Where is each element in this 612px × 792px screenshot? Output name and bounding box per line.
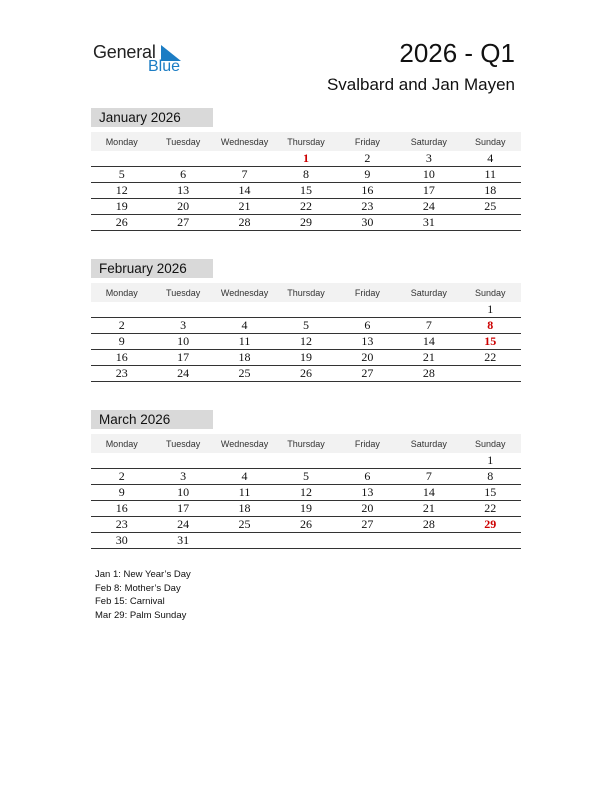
- week-row: [91, 334, 521, 350]
- empty-day-cell: [91, 151, 152, 167]
- week-row: [91, 533, 521, 549]
- day-cell: 18: [214, 501, 275, 517]
- week-row: [91, 485, 521, 501]
- holiday-notes: [95, 568, 191, 622]
- holiday-note: Jan 1: New Year’s Day: [95, 569, 191, 580]
- day-cell: 16: [91, 501, 152, 517]
- day-cell: 22: [460, 501, 521, 517]
- empty-day-cell: [275, 453, 336, 469]
- week-row: [91, 318, 521, 334]
- day-cell: 7: [398, 469, 459, 485]
- empty-day-cell: [398, 302, 459, 318]
- day-cell: 18: [214, 350, 275, 366]
- empty-day-cell: [152, 453, 213, 469]
- day-cell: 8: [460, 469, 521, 485]
- week-row: [91, 167, 521, 183]
- day-cell: 21: [398, 350, 459, 366]
- weekday-header: Saturday: [398, 132, 459, 151]
- day-cell: 14: [398, 485, 459, 501]
- day-cell: 1: [460, 453, 521, 469]
- day-cell: 26: [91, 215, 152, 231]
- empty-day-cell: [337, 533, 398, 549]
- day-cell: 3: [152, 318, 213, 334]
- day-cell: 11: [214, 485, 275, 501]
- day-cell: 9: [337, 167, 398, 183]
- empty-day-cell: [398, 533, 459, 549]
- day-cell: 12: [275, 334, 336, 350]
- day-cell: 23: [91, 366, 152, 382]
- day-cell: 14: [398, 334, 459, 350]
- empty-day-cell: [275, 302, 336, 318]
- empty-day-cell: [337, 453, 398, 469]
- weekday-header: Thursday: [275, 434, 336, 453]
- weekday-header: Tuesday: [152, 132, 213, 151]
- empty-day-cell: [214, 302, 275, 318]
- day-cell: 17: [398, 183, 459, 199]
- day-cell: 6: [152, 167, 213, 183]
- weekday-header: Friday: [337, 283, 398, 302]
- day-cell: 19: [275, 350, 336, 366]
- empty-day-cell: [214, 453, 275, 469]
- week-row: [91, 199, 521, 215]
- day-cell: 18: [460, 183, 521, 199]
- day-cell: 22: [275, 199, 336, 215]
- day-cell: 6: [337, 469, 398, 485]
- day-cell: 15: [460, 485, 521, 501]
- weekday-header: Wednesday: [214, 132, 275, 151]
- day-cell: 13: [337, 334, 398, 350]
- holiday-note: Feb 8: Mother’s Day: [95, 582, 181, 594]
- page-title: 2026 - Q1: [399, 38, 515, 68]
- day-cell: 20: [152, 199, 213, 215]
- empty-day-cell: [152, 151, 213, 167]
- empty-day-cell: [91, 453, 152, 469]
- day-cell: 3: [398, 151, 459, 167]
- day-cell: 23: [91, 517, 152, 533]
- day-cell: 5: [275, 469, 336, 485]
- day-cell: 19: [91, 199, 152, 215]
- day-cell: 7: [214, 167, 275, 183]
- calendar-grid: [91, 283, 521, 382]
- day-cell: 30: [91, 533, 152, 549]
- week-row: [91, 302, 521, 318]
- holiday-note: Feb 15: Carnival: [95, 596, 165, 607]
- empty-day-cell: [398, 453, 459, 469]
- weekday-header: Wednesday: [214, 283, 275, 302]
- day-cell: 29: [460, 517, 521, 533]
- day-cell: 7: [398, 318, 459, 334]
- day-cell: 19: [275, 501, 336, 517]
- week-row: [91, 501, 521, 517]
- week-row: [91, 183, 521, 199]
- weekday-header: Tuesday: [152, 434, 213, 453]
- month-title: March 2026: [91, 410, 213, 429]
- day-cell: 17: [152, 350, 213, 366]
- day-cell: 5: [275, 318, 336, 334]
- day-cell: 28: [398, 366, 459, 382]
- empty-day-cell: [152, 302, 213, 318]
- day-cell: 25: [214, 517, 275, 533]
- day-cell: 28: [398, 517, 459, 533]
- day-cell: 3: [152, 469, 213, 485]
- weekday-header-row: [91, 283, 521, 302]
- day-cell: 9: [91, 485, 152, 501]
- week-row: [91, 350, 521, 366]
- day-cell: 26: [275, 517, 336, 533]
- weekday-header: Saturday: [398, 434, 459, 453]
- day-cell: 1: [275, 151, 336, 167]
- day-cell: 23: [337, 199, 398, 215]
- day-cell: 6: [337, 318, 398, 334]
- empty-day-cell: [275, 533, 336, 549]
- day-cell: 29: [275, 215, 336, 231]
- day-cell: 25: [214, 366, 275, 382]
- day-cell: 30: [337, 215, 398, 231]
- day-cell: 25: [460, 199, 521, 215]
- week-row: [91, 517, 521, 533]
- day-cell: 10: [152, 485, 213, 501]
- weekday-header: Sunday: [460, 434, 521, 453]
- day-cell: 2: [91, 318, 152, 334]
- day-cell: 14: [214, 183, 275, 199]
- empty-day-cell: [460, 533, 521, 549]
- week-row: [91, 215, 521, 231]
- day-cell: 16: [337, 183, 398, 199]
- week-row: [91, 151, 521, 167]
- weekday-header: Thursday: [275, 283, 336, 302]
- day-cell: 15: [460, 334, 521, 350]
- day-cell: 24: [152, 366, 213, 382]
- weekday-header-row: [91, 434, 521, 453]
- day-cell: 13: [152, 183, 213, 199]
- month-title: February 2026: [91, 259, 213, 278]
- day-cell: 4: [214, 469, 275, 485]
- week-row: [91, 366, 521, 382]
- day-cell: 20: [337, 350, 398, 366]
- day-cell: 10: [152, 334, 213, 350]
- day-cell: 13: [337, 485, 398, 501]
- day-cell: 4: [460, 151, 521, 167]
- day-cell: 24: [398, 199, 459, 215]
- day-cell: 2: [91, 469, 152, 485]
- calendar-grid: [91, 132, 521, 231]
- weekday-header: Thursday: [275, 132, 336, 151]
- empty-day-cell: [214, 533, 275, 549]
- weekday-header: Saturday: [398, 283, 459, 302]
- weekday-header: Monday: [91, 132, 152, 151]
- region-name: Svalbard and Jan Mayen: [326, 75, 515, 94]
- weekday-header-row: [91, 132, 521, 151]
- day-cell: 31: [152, 533, 213, 549]
- day-cell: 22: [460, 350, 521, 366]
- weekday-header: Sunday: [460, 132, 521, 151]
- month-march: [91, 410, 521, 549]
- weekday-header: Friday: [337, 132, 398, 151]
- logo-word-blue: Blue: [148, 58, 181, 75]
- weekday-header: Monday: [91, 283, 152, 302]
- empty-day-cell: [91, 302, 152, 318]
- day-cell: 1: [460, 302, 521, 318]
- day-cell: 21: [214, 199, 275, 215]
- day-cell: 15: [275, 183, 336, 199]
- calendar-grid: [91, 434, 521, 549]
- day-cell: 27: [337, 517, 398, 533]
- day-cell: 27: [337, 366, 398, 382]
- empty-day-cell: [214, 151, 275, 167]
- day-cell: 28: [214, 215, 275, 231]
- day-cell: 26: [275, 366, 336, 382]
- day-cell: 24: [152, 517, 213, 533]
- weekday-header: Tuesday: [152, 283, 213, 302]
- month-title: January 2026: [91, 108, 213, 127]
- day-cell: 4: [214, 318, 275, 334]
- day-cell: 5: [91, 167, 152, 183]
- day-cell: 8: [275, 167, 336, 183]
- month-february: [91, 259, 521, 382]
- weekday-header: Monday: [91, 434, 152, 453]
- day-cell: 17: [152, 501, 213, 517]
- day-cell: 31: [398, 215, 459, 231]
- weekday-header: Friday: [337, 434, 398, 453]
- empty-day-cell: [460, 215, 521, 231]
- logo: [93, 42, 193, 82]
- day-cell: 16: [91, 350, 152, 366]
- day-cell: 11: [214, 334, 275, 350]
- week-row: [91, 469, 521, 485]
- day-cell: 21: [398, 501, 459, 517]
- weekday-header: Wednesday: [214, 434, 275, 453]
- holiday-note: Mar 29: Palm Sunday: [95, 609, 187, 621]
- day-cell: 12: [91, 183, 152, 199]
- day-cell: 8: [460, 318, 521, 334]
- day-cell: 9: [91, 334, 152, 350]
- logo-word-general: General: [93, 42, 156, 62]
- day-cell: 27: [152, 215, 213, 231]
- day-cell: 10: [398, 167, 459, 183]
- week-row: [91, 453, 521, 469]
- day-cell: 20: [337, 501, 398, 517]
- empty-day-cell: [337, 302, 398, 318]
- day-cell: 11: [460, 167, 521, 183]
- weekday-header: Sunday: [460, 283, 521, 302]
- empty-day-cell: [460, 366, 521, 382]
- month-january: [91, 108, 521, 231]
- day-cell: 12: [275, 485, 336, 501]
- day-cell: 2: [337, 151, 398, 167]
